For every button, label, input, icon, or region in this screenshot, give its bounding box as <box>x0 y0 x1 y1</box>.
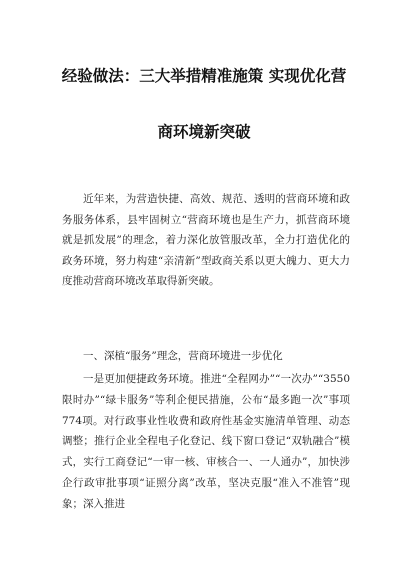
intro-paragraph: 近年来，为营造快捷、高效、规范、透明的营商环境和政务服务体系，县牢固树立“营商环境也是生产力，抓营商环境就是抓发展”的理念，着力深化放管服改革，全力打造优化的政务环境，努力构建“亲清新”型政商关系以更大魄力、更大力度推动营商环境改革取得新突破。 <box>62 193 350 288</box>
document-title-line-1: 经验做法：三大举措精准施策 实现优化营 <box>61 67 347 85</box>
section-1-paragraph: 一是更加便捷政务环境。推进“全程网办”“一次办”“3550限时办”“绿卡服务”等利企便民措施，公布“最多跑一次”事项774项。对行政事业性收费和政府性基金实施清单管理、动态调整；推行企业全程电子化登记、线下窗口登记“双轨融合”模式，实行工商登记“一审一核、审核合一、一人通办”，加快涉企行政审批事项“证照分离”改革，坚决克服“准入不准管”现象；深入推进 <box>62 373 350 510</box>
document-title-line-2: 商环境新突破 <box>157 123 251 141</box>
section-1-heading: 一、深植“服务”理念，营商环境进一步优化 <box>83 350 283 362</box>
